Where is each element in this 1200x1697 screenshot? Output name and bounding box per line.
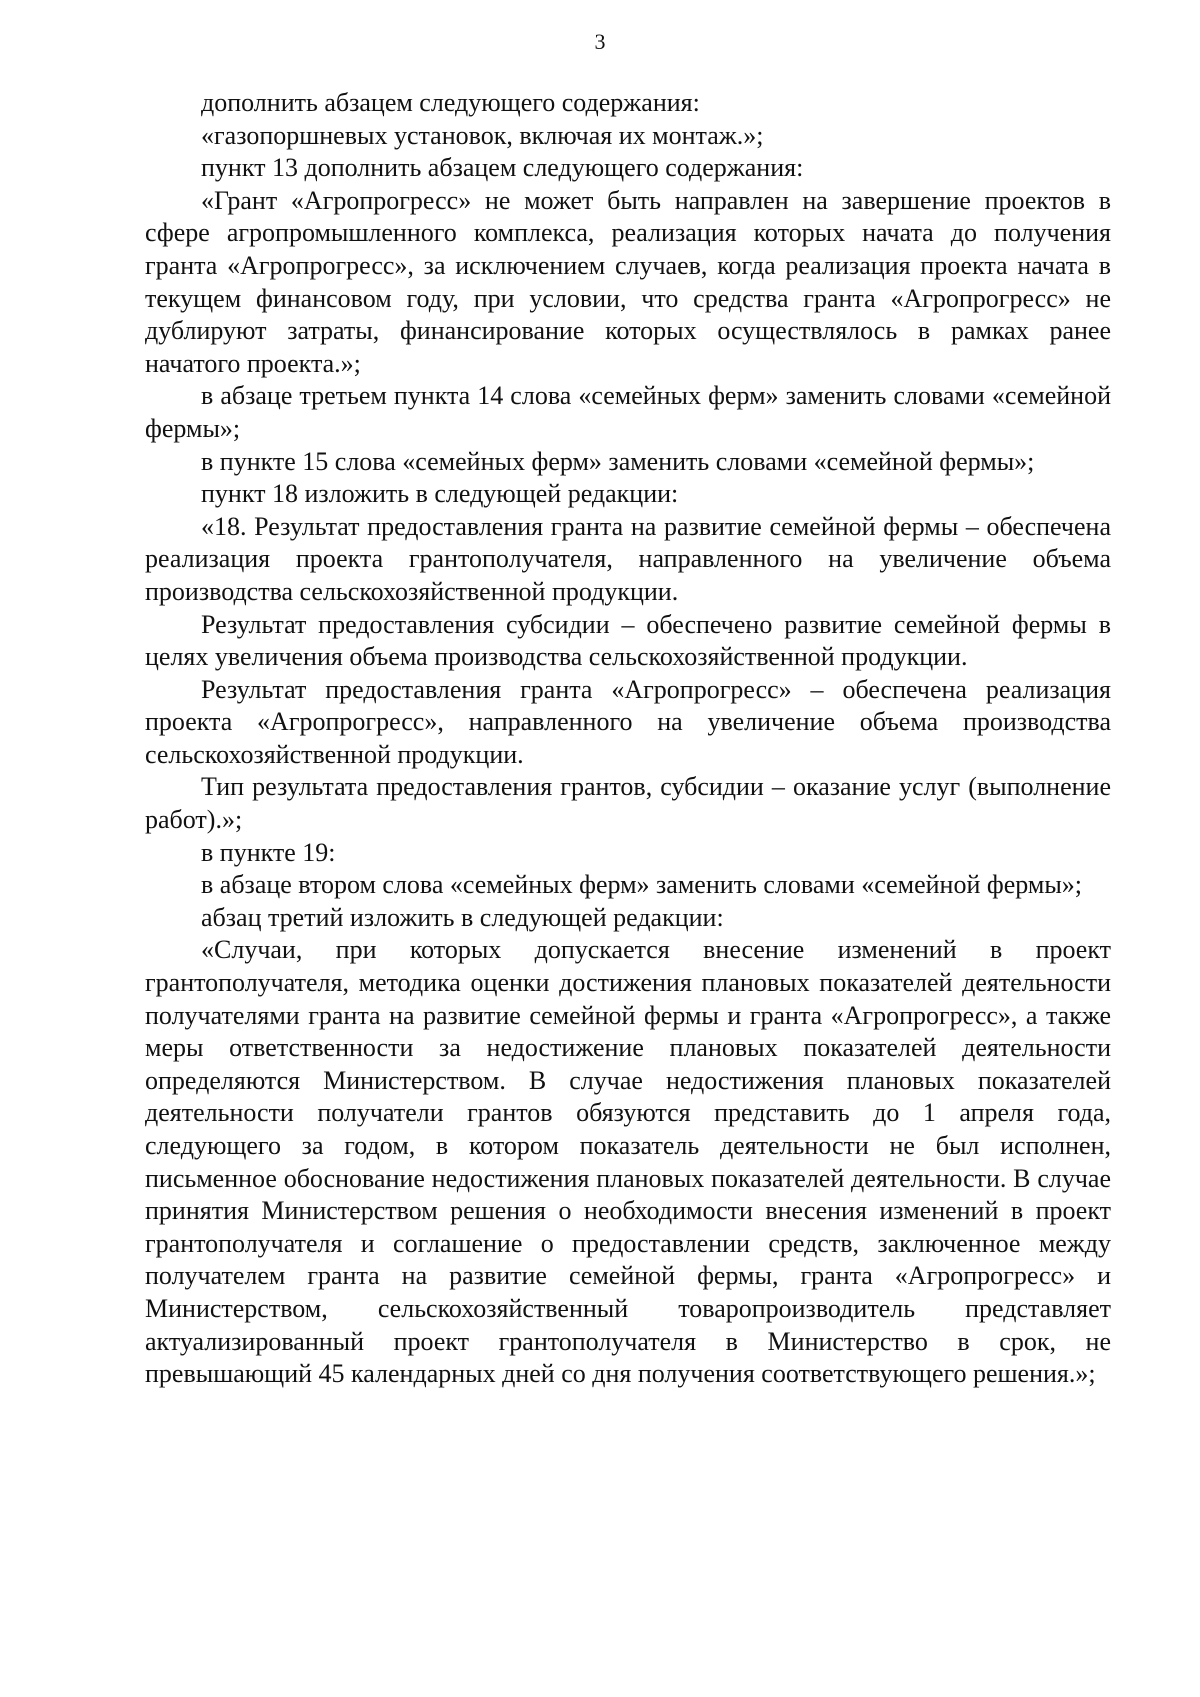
- paragraph-3: пункт 13 дополнить абзацем следующего содержания:: [201, 153, 804, 183]
- paragraph-6: в пункте 15 слова «семейных ферм» заменить словами «семейной фермы»;: [201, 446, 1035, 476]
- paragraph-7: пункт 18 изложить в следующей редакции:: [201, 479, 679, 509]
- paragraph-15: «Случаи, при которых допускается внесение изменений в проект грантополучателя, методика оценки достижения плановых показателей деятельности получателями гранта на развитие семейной фермы и гранта «Агропрогресс», а также меры ответственности за недостижение плановых показателей деятельности определяются Министерством. В случае недостижения плановых показателей деятельности получатели грантов обязуются представить до 1 апреля года, следующего за годом, в котором показатель деятельности не был исполнен, письменное обоснование недостижения плановых показателей деятельности. В случае принятия Министерством решения о необходимости внесения изменений в проект грантополучателя и соглашение о предоставлении средств, заключенное между получателем гранта на развитие семейной фермы, гранта «Агропрогресс» и Министерством, сельскохозяйственный товаропроизводитель представляет актуализированный проект грантополучателя в Министерство в срок, не превышающий 45 календарных дней со дня получения соответствующего решения.»;: [145, 935, 1111, 1389]
- paragraph-13: в абзаце втором слова «семейных ферм» заменить словами «семейной фермы»;: [201, 870, 1083, 900]
- paragraph-2: «газопоршневых установок, включая их монтаж.»;: [201, 120, 764, 150]
- document-body: [145, 87, 1111, 1391]
- paragraph-4: «Грант «Агропрогресс» не может быть направлен на завершение проектов в сфере агропромышленного комплекса, реализация которых начата до получения гранта «Агропрогресс», за исключением случаев, когда реализация проекта начата в текущем финансовом году, при условии, что средства гранта «Агропрогресс» не дублируют затраты, финансирование которых осуществлялось в рамках ранее начатого проекта.»;: [145, 185, 1111, 378]
- paragraph-11: Тип результата предоставления грантов, субсидии – оказание услуг (выполнение работ).»;: [145, 772, 1111, 835]
- paragraph-10: Результат предоставления гранта «Агропрогресс» – обеспечена реализация проекта «Агропрогресс», направленного на увеличение объема производства сельскохозяйственной продукции.: [145, 674, 1111, 769]
- paragraph-14: абзац третий изложить в следующей редакции:: [201, 902, 724, 932]
- paragraph-1: дополнить абзацем следующего содержания:: [201, 88, 700, 117]
- page-number: 3: [594, 29, 606, 54]
- paragraph-8: «18. Результат предоставления гранта на развитие семейной фермы – обеспечена реализация проекта грантополучателя, направленного на увеличение объема производства сельскохозяйственной продукции.: [145, 511, 1111, 606]
- paragraph-5: в абзаце третьем пункта 14 слова «семейных ферм» заменить словами «семейной фермы»;: [145, 381, 1111, 443]
- paragraph-9: Результат предоставления субсидии – обеспечено развитие семейной фермы в целях увеличения объема производства сельскохозяйственной продукции.: [145, 609, 1111, 672]
- paragraph-12: в пункте 19:: [201, 837, 336, 867]
